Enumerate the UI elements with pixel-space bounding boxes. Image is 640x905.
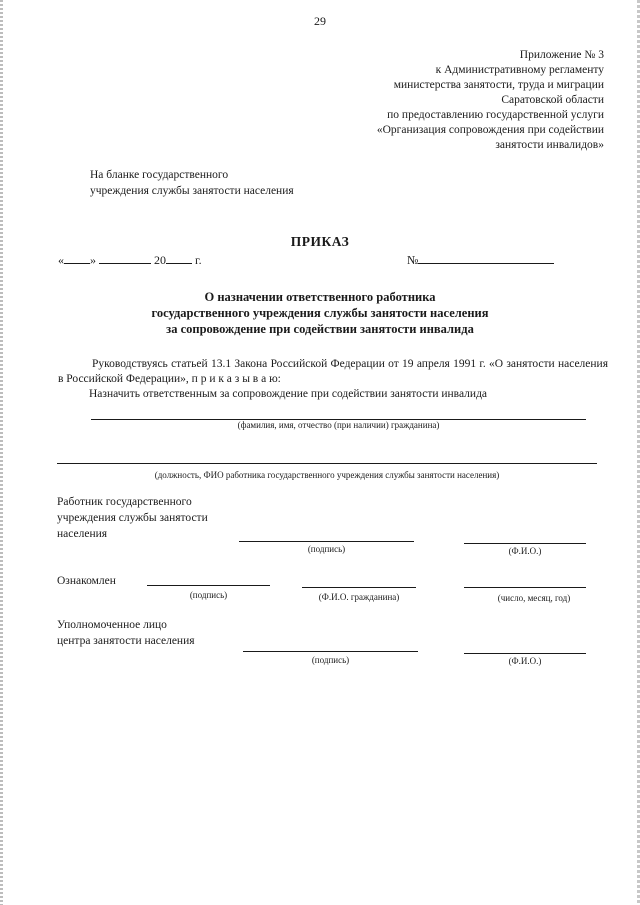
authorized-label (57, 617, 195, 649)
date-close-quote: » (90, 253, 96, 267)
position-fio-line (57, 463, 597, 464)
year-suffix: г. (195, 253, 202, 267)
acquainted-signature-line (147, 585, 270, 586)
appendix-line: Саратовской области (501, 94, 604, 106)
authorized-name-caption: (Ф.И.О.) (508, 656, 542, 666)
appendix-line: Приложение № 3 (519, 49, 604, 61)
employee-signature-caption: (подпись) (307, 544, 346, 554)
employee-name-line (464, 543, 586, 544)
order-number-line (407, 252, 554, 268)
employee-label (57, 494, 208, 542)
employee-label-line: учреждения службы занятости (57, 512, 208, 524)
heading-line: государственного учреждения службы занятости населения (151, 306, 489, 320)
paragraph-text: Руководствуясь статьей 13.1 Закона Российской Федерации от 19 апреля 1991 г. «О занятости населения в Российской Федерации», п р и к а з ы в а ю: (58, 358, 608, 385)
employee-name-caption: (Ф.И.О.) (508, 546, 542, 556)
acquainted-name-line (302, 587, 416, 588)
heading-line: за сопровождение при содействии занятости инвалида (166, 322, 474, 336)
scan-edge-left (0, 0, 3, 905)
authorized-label-line: Уполномоченное лицо (57, 619, 167, 631)
acquainted-date-caption: (число, месяц, год) (497, 593, 571, 603)
employee-label-line: населения (57, 528, 108, 540)
employee-signature-line (239, 541, 414, 542)
number-sign: № (407, 253, 419, 267)
heading-line: О назначении ответственного работника (204, 290, 436, 304)
order-number-blank (418, 252, 554, 264)
authorized-label-line: центра занятости населения (57, 635, 195, 647)
year-prefix: 20 (154, 253, 166, 267)
acquainted-name-caption: (Ф.И.О. гражданина) (318, 592, 400, 602)
letterhead-line: На бланке государственного (90, 169, 229, 181)
day-blank (64, 252, 90, 264)
authorized-signature-line (243, 651, 418, 652)
document-title: ПРИКАЗ (290, 234, 350, 249)
acquainted-signature-caption: (подпись) (189, 590, 228, 600)
position-fio-caption: (должность, ФИО работника государственного учреждения службы занятости населения) (154, 470, 500, 480)
date-line (58, 252, 202, 268)
order-heading (0, 289, 640, 337)
month-blank (99, 252, 151, 264)
appendix-line: «Организация сопровождения при содействии (376, 124, 604, 136)
appendix-line: по предоставлению государственной услуги (387, 109, 604, 121)
acquainted-date-line (464, 587, 586, 588)
appendix-line: занятости инвалидов» (495, 139, 604, 151)
employee-label-line: Работник государственного (57, 496, 192, 508)
date-open-quote: « (58, 253, 64, 267)
letterhead-note (90, 167, 294, 199)
appendix-line: к Административному регламенту (435, 64, 604, 76)
acquainted-label: Ознакомлен (57, 575, 116, 587)
authorized-name-line (464, 653, 586, 654)
authorized-signature-caption: (подпись) (311, 655, 350, 665)
fio-citizen-caption: (фамилия, имя, отчество (при наличии) гражданина) (237, 420, 440, 430)
letterhead-line: учреждения службы занятости населения (90, 185, 294, 197)
appendix-block (377, 48, 604, 153)
year-blank (166, 252, 192, 264)
body-paragraph-appoint: Назначить ответственным за сопровождение при содействии занятости инвалида (89, 388, 488, 400)
appendix-line: министерства занятости, труда и миграции (393, 79, 604, 91)
body-paragraph-legal-basis (58, 357, 608, 387)
page-number: 29 (314, 14, 326, 28)
